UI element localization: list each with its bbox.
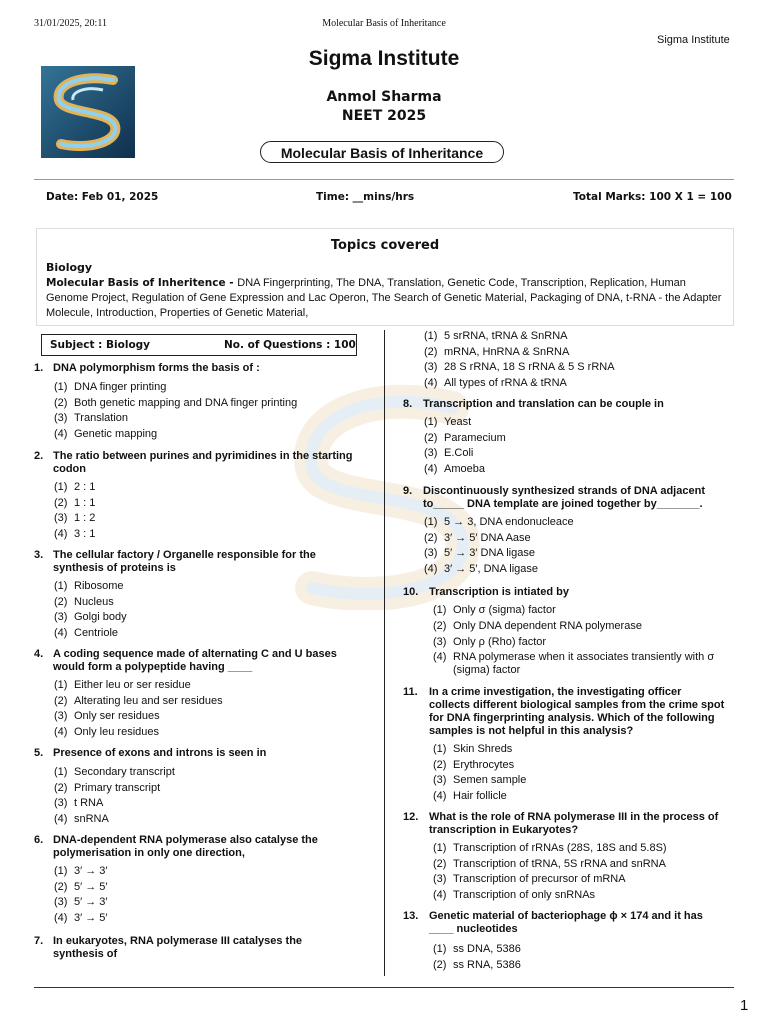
option-text: Amoeba (444, 462, 485, 475)
option-index: (3) (54, 611, 68, 623)
option-index: (2) (433, 619, 447, 632)
option-text: 1 : 1 (74, 496, 96, 509)
question-number: 3. (34, 549, 44, 561)
question-number: 4. (34, 648, 44, 660)
question-text: In a crime investigation, the investigating officer collects different biological samples from the crime spot for DNA fingerprinting analysis. Which of the following samples is not helpful in this analysis? (429, 686, 725, 737)
option-text: Hair follicle (453, 789, 507, 802)
institute-title: Sigma Institute (308, 47, 460, 70)
question-text: In eukaryotes, RNA polymerase III catalyses the synthesis of (53, 935, 303, 960)
option-text: Centriole (74, 626, 119, 639)
option-text: Genetic mapping (74, 427, 158, 440)
option-index: (2) (433, 958, 447, 971)
question-number: 1. (34, 362, 44, 374)
option-index: (1) (54, 865, 68, 877)
option-text: 5′ → 3′ DNA ligase (444, 547, 535, 559)
option-index: (2) (424, 345, 438, 358)
option-text: 5 → 3, DNA endonucleace (444, 516, 574, 528)
total-marks: Total Marks: 100 X 1 = 100 (573, 191, 732, 203)
option-index: (2) (54, 880, 68, 893)
question-number: 7. (34, 935, 44, 947)
question-text: What is the role of RNA polymerase III in the process of transcription in Eukaryotes? (429, 811, 719, 836)
option-index: (4) (424, 376, 438, 389)
option-text: Transcription of only snRNAs (453, 888, 596, 901)
option-index: (4) (54, 911, 68, 924)
option-index: (1) (424, 516, 438, 528)
option-index: (1) (54, 481, 68, 493)
topics-list (46, 276, 726, 321)
option-text: Erythrocytes (453, 758, 515, 771)
option-index: (2) (54, 595, 68, 608)
option-text: Only ρ (Rho) factor (453, 635, 547, 648)
question-text: The cellular factory / Organelle responsible for the synthesis of proteins is (53, 549, 316, 574)
chapter-pill: Molecular Basis of Inheritance (260, 141, 504, 163)
question-text: Transcription and translation can be couple in (423, 398, 664, 410)
option-index: (4) (433, 651, 447, 664)
option-index: (1) (54, 580, 68, 592)
page-number: 1 (740, 997, 749, 1014)
option-index: (2) (54, 781, 68, 794)
question-text: Presence of exons and introns is seen in (53, 747, 267, 759)
footer-divider (34, 987, 734, 988)
option-text: ss RNA, 5386 (453, 958, 521, 971)
option-text: mRNA, HnRNA & SnRNA (444, 345, 570, 358)
option-index: (4) (424, 562, 438, 575)
option-index: (4) (433, 789, 447, 802)
option-index: (4) (433, 888, 447, 901)
option-index: (4) (424, 462, 438, 475)
option-index: (2) (54, 396, 68, 409)
option-text: 3′ → 5′, DNA ligase (444, 562, 538, 575)
exam-time: Time: __mins/hrs (316, 191, 415, 203)
option-index: (3) (54, 512, 68, 524)
option-text: 3′ → 5′ DNA Aase (444, 531, 531, 544)
option-index: (3) (433, 774, 447, 786)
option-text: 5 srRNA, tRNA & SnRNA (444, 330, 568, 342)
option-text: Both genetic mapping and DNA finger printing (74, 396, 298, 409)
option-index: (2) (424, 431, 438, 444)
option-index: (2) (54, 694, 68, 707)
question-number: 6. (34, 834, 44, 846)
option-index: (3) (54, 797, 68, 809)
topics-chapter-label: Molecular Basis of Inheritence - (46, 277, 238, 289)
question-number: 13. (403, 910, 419, 922)
option-index: (1) (424, 416, 438, 428)
option-text: E.Coli (444, 447, 474, 459)
option-index: (1) (54, 381, 68, 393)
option-text: 5′ → 3′ (74, 896, 108, 908)
option-text: Alterating leu and ser residues (74, 694, 223, 707)
option-index: (1) (424, 330, 438, 342)
option-text: ss DNA, 5386 (453, 943, 521, 955)
option-text: 3′ → 3′ (74, 865, 108, 877)
option-text: 2 : 1 (74, 481, 96, 493)
question-text: Transcription is intiated by (429, 586, 569, 598)
option-index: (3) (433, 873, 447, 885)
question-number: 8. (403, 398, 413, 410)
topics-items: DNA Fingerprinting, The DNA, Translation, Genetic Code, Transcription, Replication, Human Genome Project, Regulation of Gene Expression and Lac Operon, The Search of Genetic Material, Packaging of DNA, t-RNA - the Adapter Molecule, Introduction, Properties of Genetic Material, (46, 277, 722, 319)
option-index: (4) (54, 725, 68, 738)
option-index: (4) (54, 626, 68, 639)
question-text: Genetic material of bacteriophage ϕ × 174 and it has ____ nucleotides (429, 910, 703, 935)
option-index: (3) (424, 547, 438, 559)
option-text: Transcription of tRNA, 5S rRNA and snRNA (453, 857, 666, 870)
option-index: (1) (433, 842, 447, 854)
option-index: (1) (54, 679, 68, 691)
exam-name: NEET 2025 (341, 108, 427, 124)
option-text: 3′ → 5′ (74, 911, 108, 924)
subject-box (41, 334, 357, 356)
option-index: (4) (54, 427, 68, 440)
option-text: t RNA (74, 797, 104, 809)
question-number: 9. (403, 485, 413, 497)
option-text: 28 S rRNA, 18 S rRNA & 5 S rRNA (444, 361, 615, 373)
question-number: 5. (34, 747, 44, 759)
question-text: A coding sequence made of alternating C and U bases would form a polypeptide having ____ (53, 648, 337, 673)
question-number: 10. (403, 586, 419, 598)
option-text: Only DNA dependent RNA polymerase (453, 619, 642, 632)
option-text: Only leu residues (74, 725, 159, 738)
option-text: Transcription of precursor of mRNA (453, 873, 626, 885)
option-text: Ribosome (74, 580, 124, 592)
option-index: (4) (54, 812, 68, 825)
option-text: 3 : 1 (74, 527, 96, 540)
print-doc-title: Molecular Basis of Inheritance (322, 18, 446, 29)
option-index: (2) (54, 496, 68, 509)
option-text: Either leu or ser residue (74, 679, 191, 691)
option-text: Paramecium (444, 431, 506, 444)
question-text: Discontinuously synthesized strands of DNA adjacent to_____ DNA template are joined together by_______. (423, 485, 705, 510)
option-text: DNA finger printing (74, 381, 167, 393)
question-number: 11. (403, 686, 418, 698)
option-index: (3) (424, 447, 438, 459)
option-text: Semen sample (453, 774, 527, 786)
option-index: (3) (433, 635, 447, 648)
option-text: Only ser residues (74, 710, 160, 722)
option-index: (1) (433, 943, 447, 955)
option-text: RNA polymerase when it associates transiently with σ (sigma) factor (453, 651, 715, 677)
column-separator (384, 330, 385, 976)
option-text: Skin Shreds (453, 743, 513, 755)
option-index: (1) (54, 766, 68, 778)
option-text: Primary transcript (74, 781, 161, 794)
header-institute: Sigma Institute (657, 34, 730, 46)
print-datetime: 31/01/2025, 20:11 (34, 18, 107, 29)
option-text: Translation (74, 412, 129, 424)
option-text: Nucleus (74, 595, 114, 608)
question-text: DNA polymorphism forms the basis of : (53, 362, 260, 374)
student-name: Anmol Sharma (326, 89, 442, 105)
option-index: (3) (54, 412, 68, 424)
option-index: (1) (433, 604, 447, 616)
question-count: No. of Questions : 100 (224, 339, 356, 351)
option-text: All types of rRNA & tRNA (444, 376, 567, 389)
option-text: Secondary transcript (74, 766, 175, 778)
option-index: (2) (424, 531, 438, 544)
topics-title: Topics covered (330, 238, 440, 253)
option-text: snRNA (74, 812, 109, 825)
option-index: (3) (424, 361, 438, 373)
exam-date: Date: Feb 01, 2025 (46, 191, 159, 203)
header-divider (34, 179, 734, 180)
option-index: (1) (433, 743, 447, 755)
option-index: (3) (54, 710, 68, 722)
option-index: (3) (54, 896, 68, 908)
option-text: Yeast (444, 416, 472, 428)
option-text: 5′ → 5′ (74, 880, 108, 893)
option-text: 1 : 2 (74, 512, 96, 524)
option-index: (2) (433, 758, 447, 771)
option-text: Only σ (sigma) factor (453, 604, 556, 616)
option-text: Golgi body (74, 611, 127, 623)
subject-label: Subject : Biology (50, 339, 151, 351)
topics-box (36, 228, 734, 326)
question-number: 2. (34, 450, 44, 462)
topics-subject: Biology (46, 261, 93, 274)
option-index: (4) (54, 527, 68, 540)
option-text: Transcription of rRNAs (28S, 18S and 5.8S) (453, 842, 667, 854)
question-number: 12. (403, 811, 419, 823)
question-text: DNA-dependent RNA polymerase also catalyse the polymerisation in only one direction, (53, 834, 318, 859)
question-text: The ratio between purines and pyrimidines in the starting codon (53, 450, 353, 475)
option-index: (2) (433, 857, 447, 870)
